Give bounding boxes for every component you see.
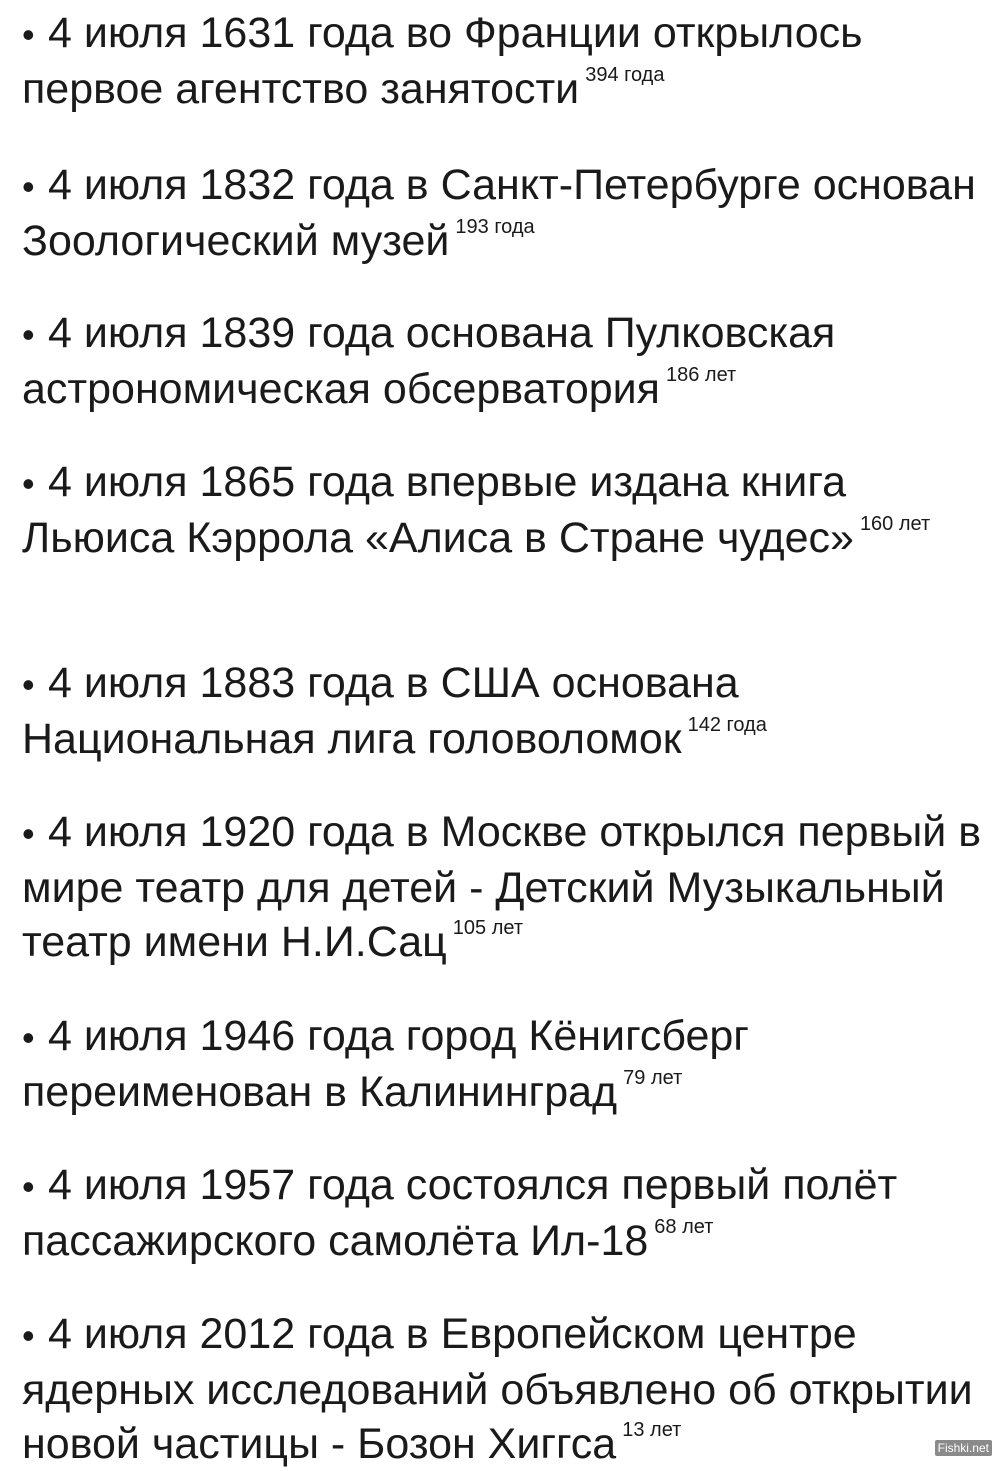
event-age: 68 лет bbox=[654, 1216, 714, 1238]
event-item bbox=[22, 455, 987, 565]
event-item bbox=[22, 306, 987, 416]
bullet: • bbox=[22, 813, 35, 854]
event-text: 4 июля 1920 года в Москве открылся первый в мире театр для детей - Детский Музыкальный театр имени Н.И.Сац bbox=[22, 808, 982, 966]
event-age: 160 лет bbox=[859, 513, 931, 535]
event-text: 4 июля 1631 года во Франции открылось первое агентство занятости bbox=[22, 9, 863, 113]
bullet: • bbox=[22, 1017, 35, 1058]
event-text: 4 июля 1839 года основана Пулковская астрономическая обсерватория bbox=[22, 309, 836, 413]
event-item bbox=[22, 805, 987, 969]
event-age: 186 лет bbox=[665, 364, 737, 386]
event-item bbox=[22, 1009, 987, 1119]
event-age: 105 лет bbox=[452, 917, 524, 939]
bullet: • bbox=[22, 1315, 35, 1356]
bullet: • bbox=[22, 1166, 35, 1207]
event-item bbox=[22, 158, 987, 268]
bullet: • bbox=[22, 664, 35, 705]
event-item bbox=[22, 6, 987, 116]
bullet: • bbox=[22, 314, 35, 355]
event-item bbox=[22, 1307, 987, 1471]
event-age: 79 лет bbox=[623, 1067, 683, 1089]
event-text: 4 июля 1957 года состоялся первый полёт пассажирского самолёта Ил-18 bbox=[22, 1161, 898, 1265]
event-text: 4 июля 1883 года в США основана Национальная лига головоломок bbox=[22, 659, 739, 763]
event-age: 142 года bbox=[687, 714, 767, 736]
event-age: 394 года bbox=[585, 64, 665, 86]
watermark-logo: Fishki.net bbox=[935, 1440, 992, 1456]
event-text: 4 июля 1865 года впервые издана книга Льюиса Кэррола «Алиса в Стране чудес» bbox=[22, 458, 854, 562]
event-age: 193 года bbox=[455, 216, 535, 238]
bullet: • bbox=[22, 166, 35, 207]
bullet: • bbox=[22, 14, 35, 55]
bullet: • bbox=[22, 463, 35, 504]
event-item bbox=[22, 1158, 987, 1268]
event-age: 13 лет bbox=[622, 1419, 682, 1441]
event-item bbox=[22, 656, 987, 766]
event-text: 4 июля 1946 года город Кёнигсберг переименован в Калининград bbox=[22, 1012, 749, 1116]
event-text: 4 июля 2012 года в Европейском центре ядерных исследований объявлено об открытии новой частицы - Бозон Хиггса bbox=[22, 1310, 973, 1468]
event-text: 4 июля 1832 года в Санкт-Петербурге основан Зоологический музей bbox=[22, 161, 976, 265]
